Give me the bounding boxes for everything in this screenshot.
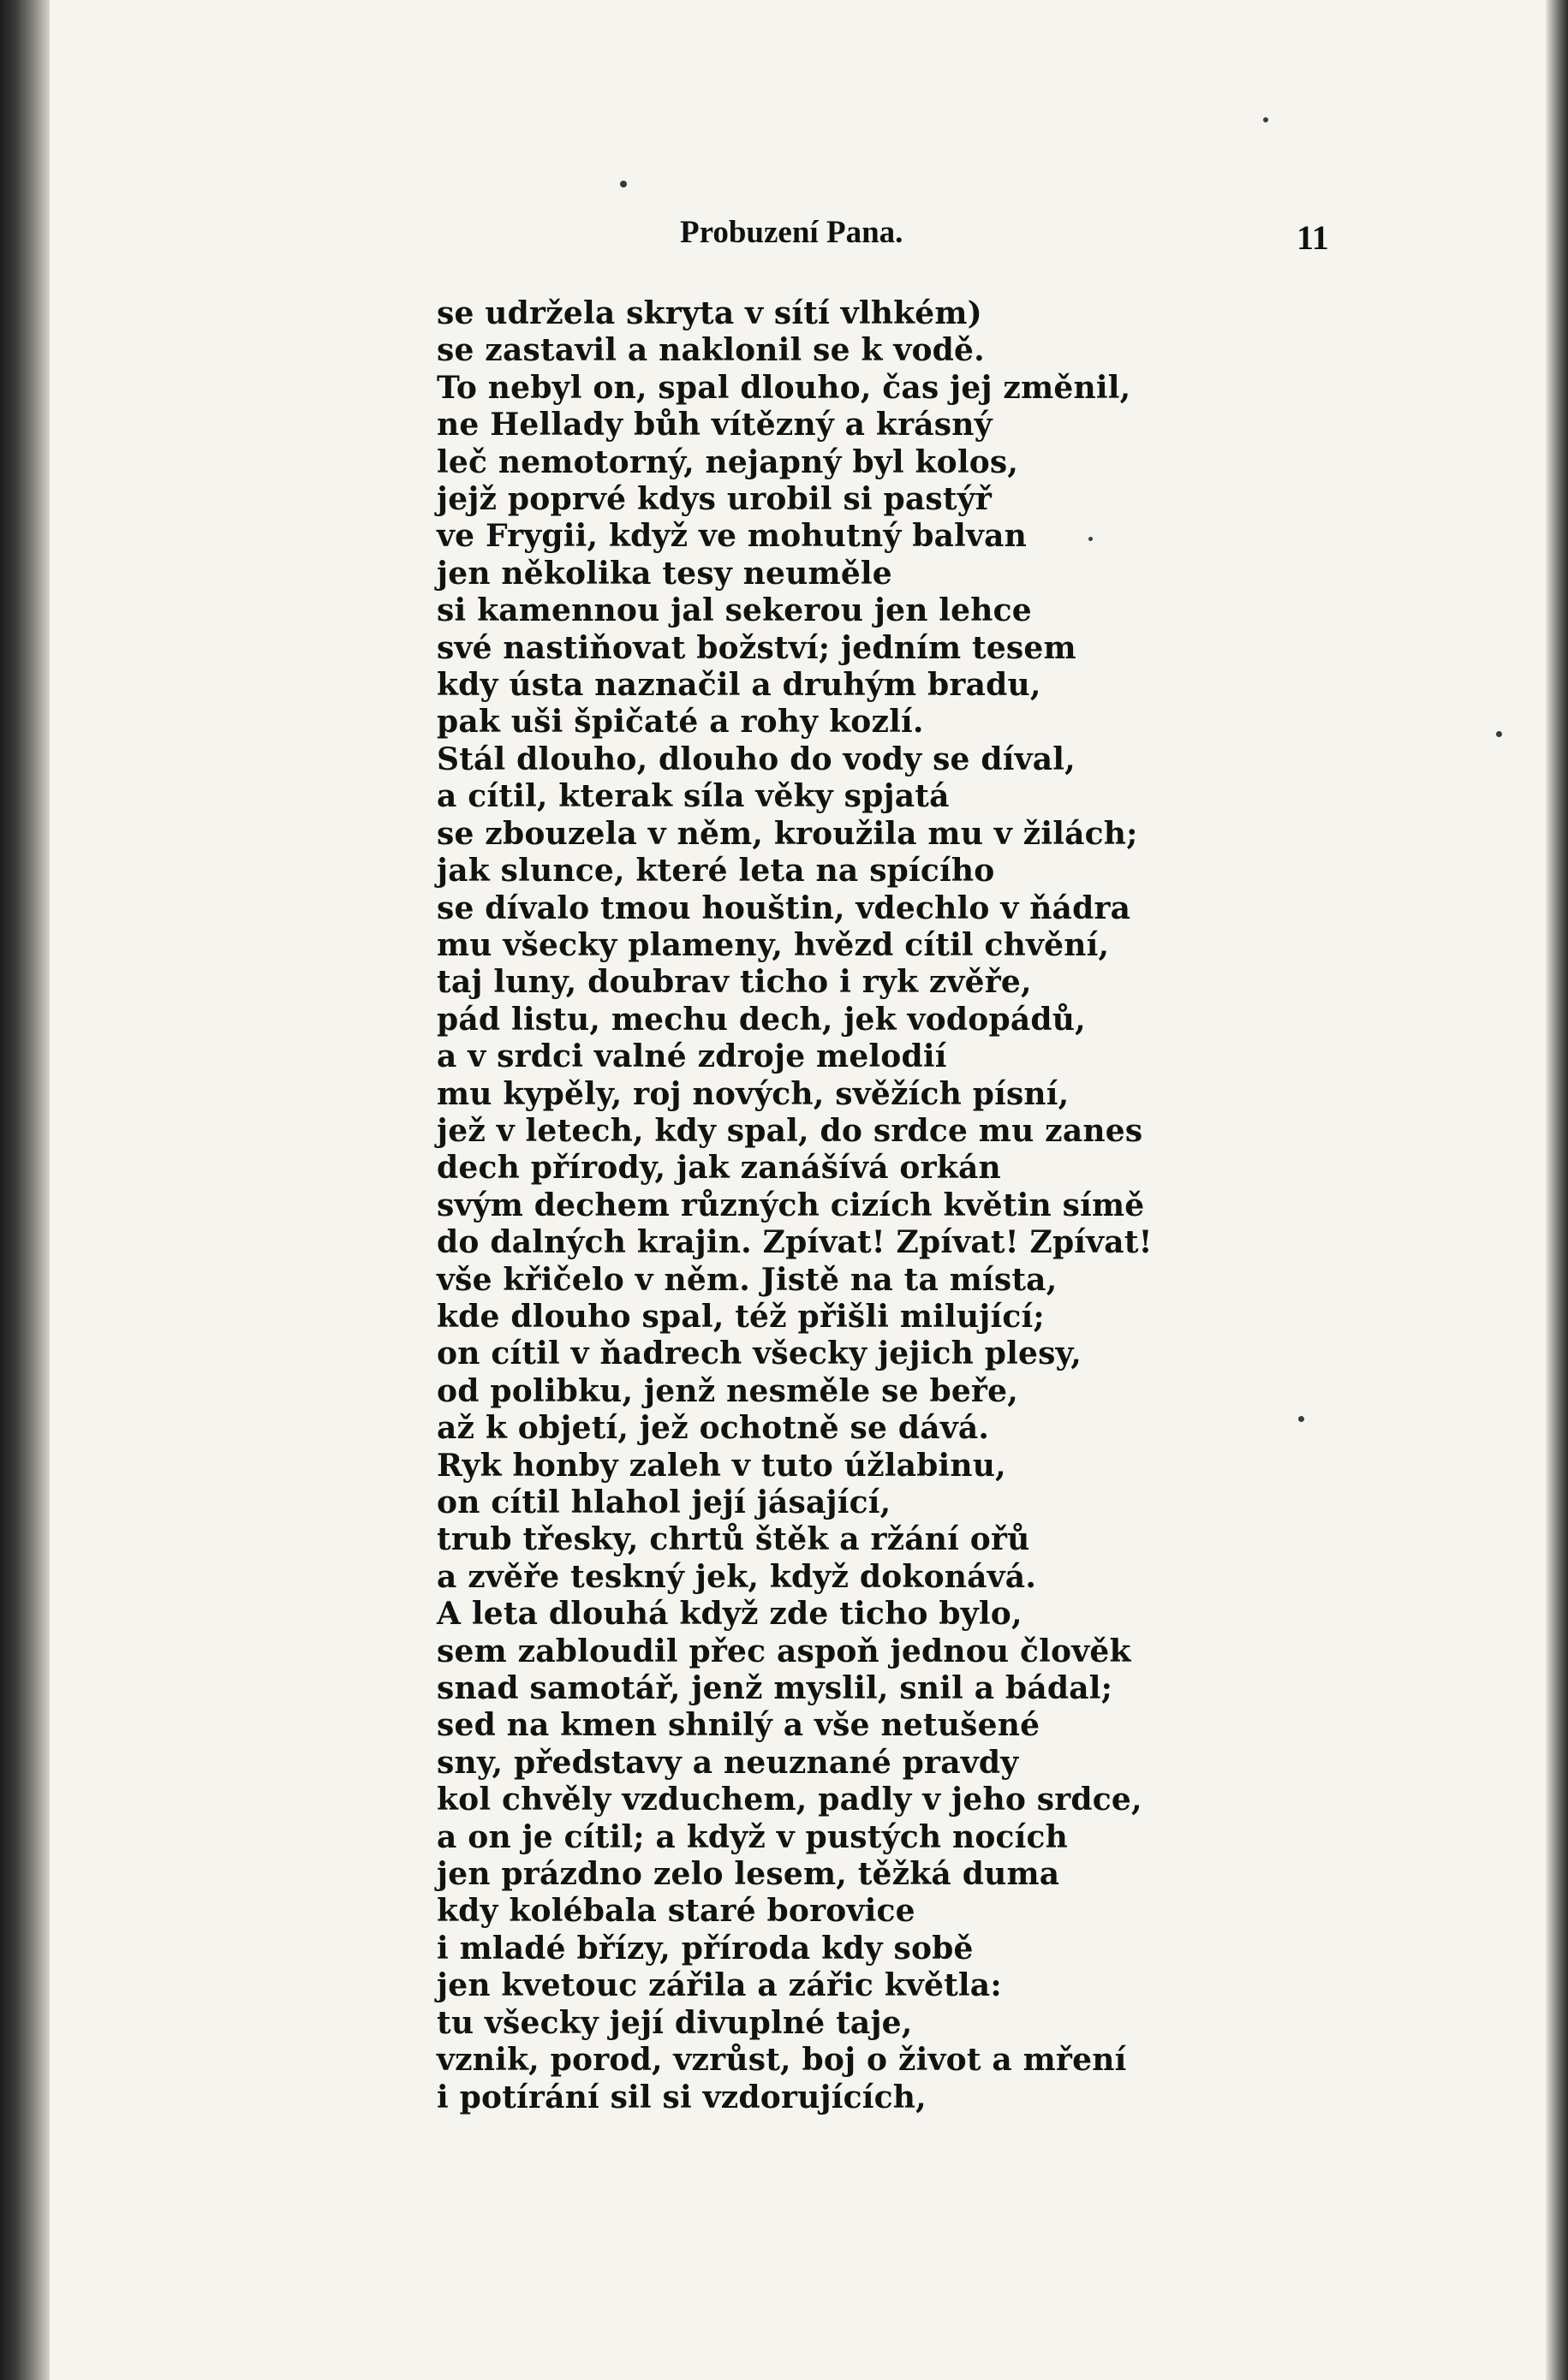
poem-line: kdy kolébala staré borovice <box>437 1893 915 1930</box>
poem-line: on cítil v ňadrech všecky jejich plesy, <box>437 1336 1082 1372</box>
page-binding-shadow <box>0 0 50 2380</box>
poem-line: do dalných krajin. Zpívat! Zpívat! Zpívat! <box>437 1224 1153 1261</box>
poem-line: sem zabloudil přec aspoň jednou člověk <box>437 1633 1131 1669</box>
poem-line: snad samotář, jenž myslil, snil a bádal; <box>437 1670 1113 1707</box>
poem-line: i mladé břízy, příroda kdy sobě <box>437 1930 974 1966</box>
poem-line: vše křičelo v něm. Jistě na ta místa, <box>437 1261 1058 1298</box>
poem-line: ne Hellady bůh vítězný a krásný <box>437 407 993 443</box>
poem-line: kol chvěly vzduchem, padly v jeho srdce, <box>437 1782 1142 1818</box>
poem-line: trub třesky, chrtů štěk a ržání ořů <box>437 1521 1030 1558</box>
poem-line: i potírání sil si vzdorujících, <box>437 2079 927 2115</box>
poem-line: jak slunce, které leta na spícího <box>437 853 995 890</box>
poem-line: a zvěře teskný jek, když dokonává. <box>437 1558 1037 1595</box>
poem-line: dech přírody, jak zanášívá orkán <box>437 1150 1001 1187</box>
poem-line: pád listu, mechu dech, jek vodopádů, <box>437 1001 1086 1038</box>
print-speck <box>1496 731 1502 737</box>
poem-line: kdy ústa naznačil a druhým bradu, <box>437 667 1041 704</box>
poem-line: své nastiňovat božství; jedním tesem <box>437 629 1076 666</box>
page-number: 11 <box>1297 218 1329 257</box>
poem-line: leč nemotorný, nejapný byl kolos, <box>437 443 1019 480</box>
poem-line: se zastavil a naklonil se k vodě. <box>437 332 985 369</box>
poem-line: pak uši špičaté a rohy kozlí. <box>437 704 924 741</box>
poem-line: jen kvetouc zářila a zářic květla: <box>437 1967 1002 2004</box>
poem-line: si kamennou jal sekerou jen lehce <box>437 592 1032 629</box>
page-edge-shadow <box>1546 0 1568 2380</box>
poem-line: se udržela skryta v sítí vlhkém) <box>437 295 982 331</box>
poem-line: Ryk honby zaleh v tuto úžlabinu, <box>437 1447 1006 1484</box>
poem-line: jež v letech, kdy spal, do srdce mu zanes <box>437 1112 1143 1149</box>
poem-line: sny, představy a neuznané pravdy <box>437 1744 1019 1781</box>
poem-line: se zbouzela v něm, kroužila mu v žilách; <box>437 815 1138 852</box>
running-title: Probuzení Pana. <box>680 215 903 250</box>
poem-text <box>437 295 1464 2116</box>
poem-line: jen několika tesy neuměle <box>437 555 892 592</box>
print-speck <box>1088 537 1093 541</box>
poem-line: To nebyl on, spal dlouho, čas jej změnil, <box>437 369 1131 406</box>
poem-line: od polibku, jenž nesměle se beře, <box>437 1372 1018 1409</box>
print-speck <box>1263 117 1268 122</box>
poem-line: tu všecky její divuplné taje, <box>437 2004 913 2041</box>
poem-line: a on je cítil; a když v pustých nocích <box>437 1818 1069 1855</box>
poem-line: ve Frygii, když ve mohutný balvan <box>437 518 1028 555</box>
poem-line: mu kypěly, roj nových, svěžích písní, <box>437 1075 1070 1112</box>
poem-line: a v srdci valné zdroje melodií <box>437 1038 947 1075</box>
poem-line: A leta dlouhá když zde ticho bylo, <box>437 1596 1022 1633</box>
poem-line: a cítil, kterak síla věky spjatá <box>437 778 950 815</box>
poem-line: mu všecky plameny, hvězd cítil chvění, <box>437 926 1110 963</box>
poem-line: svým dechem různých cizích květin símě <box>437 1187 1145 1223</box>
print-speck <box>620 181 627 187</box>
poem-line: jejž poprvé kdys urobil si pastýř <box>437 481 993 518</box>
poem-line: jen prázdno zelo lesem, těžká duma <box>437 1856 1060 1893</box>
print-speck <box>1298 1416 1304 1422</box>
poem-line: kde dlouho spal, též přišli milující; <box>437 1298 1045 1335</box>
poem-line: on cítil hlahol její jásající, <box>437 1485 891 1520</box>
poem-line: taj luny, doubrav ticho i ryk zvěře, <box>437 964 1032 1001</box>
poem-line: se dívalo tmou houštin, vdechlo v ňádra <box>437 890 1131 926</box>
poem-line: sed na kmen shnilý a vše netušené <box>437 1707 1040 1744</box>
poem-line: vznik, porod, vzrůst, boj o život a mření <box>437 2042 1127 2079</box>
poem-line: Stál dlouho, dlouho do vody se díval, <box>437 741 1076 777</box>
poem-line: až k objetí, jež ochotně se dává. <box>437 1410 990 1447</box>
